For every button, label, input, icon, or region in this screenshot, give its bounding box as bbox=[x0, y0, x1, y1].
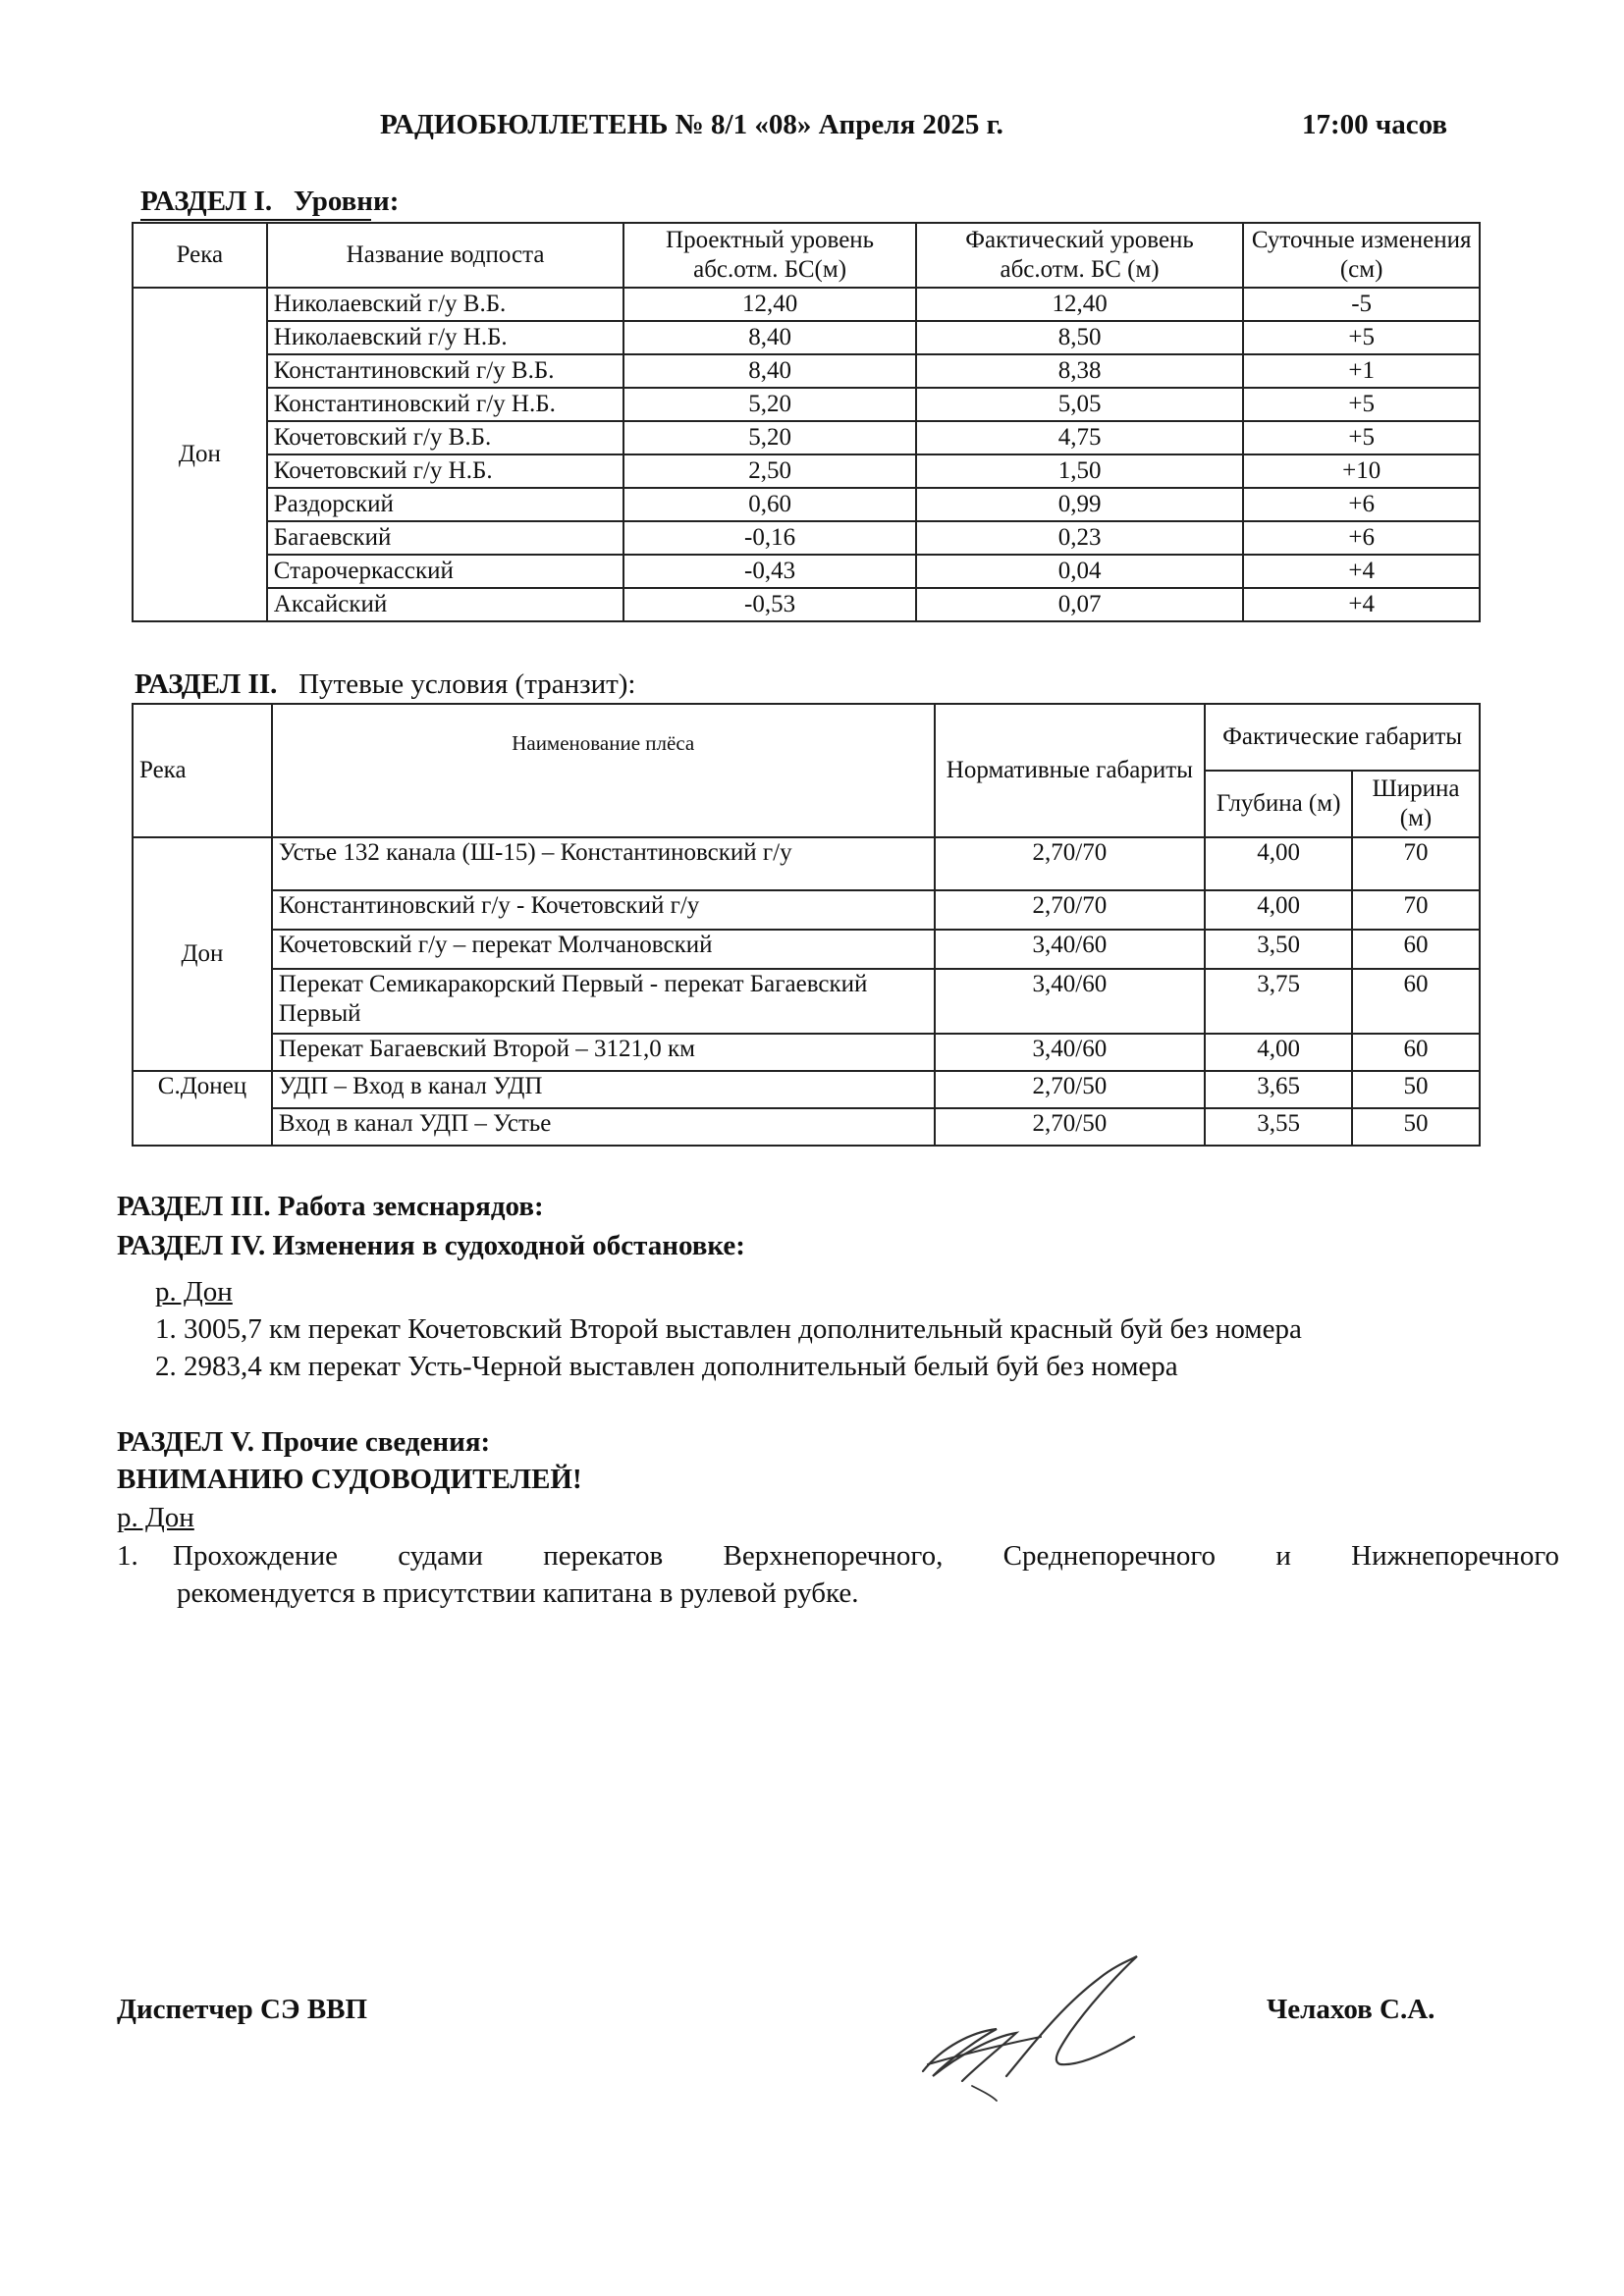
actual-level: 4,75 bbox=[916, 421, 1243, 454]
col-width: Ширина (м) bbox=[1352, 771, 1480, 837]
depth-value: 3,75 bbox=[1205, 969, 1352, 1034]
post-name: Кочетовский г/у В.Б. bbox=[267, 421, 624, 454]
norm-value: 3,40/60 bbox=[935, 1034, 1206, 1071]
list-item: 1. 3005,7 км перекат Кочетовский Второй выставлен дополнительный красный буй без номера bbox=[155, 1313, 1302, 1345]
width-value: 60 bbox=[1352, 969, 1480, 1034]
daily-change: -5 bbox=[1243, 288, 1480, 321]
table-row bbox=[133, 454, 1480, 488]
attention-heading: ВНИМАНИЮ СУДОВОДИТЕЛЕЙ! bbox=[117, 1464, 582, 1495]
table-row bbox=[133, 1108, 1480, 1146]
col-daily-change: Суточные изменения (см) bbox=[1243, 223, 1480, 288]
project-level: -0,43 bbox=[623, 555, 916, 588]
depth-value: 4,00 bbox=[1205, 890, 1352, 930]
table-row bbox=[133, 488, 1480, 521]
actual-level: 8,50 bbox=[916, 321, 1243, 354]
project-level: -0,16 bbox=[623, 521, 916, 555]
reach-name: Кочетовский г/у – перекат Молчановский bbox=[272, 930, 935, 969]
section5-item-line2: рекомендуется в присутствии капитана в рулевой рубке. bbox=[177, 1577, 859, 1609]
col-river: Река bbox=[133, 223, 267, 288]
depth-value: 3,65 bbox=[1205, 1071, 1352, 1108]
section5-river: р. Дон bbox=[117, 1502, 194, 1533]
table-row bbox=[133, 521, 1480, 555]
reach-name: УДП – Вход в канал УДП bbox=[272, 1071, 935, 1108]
depth-value: 4,00 bbox=[1205, 837, 1352, 890]
daily-change: +4 bbox=[1243, 555, 1480, 588]
transit-header-row bbox=[133, 704, 1480, 771]
post-name: Константиновский г/у Н.Б. bbox=[267, 388, 624, 421]
width-value: 60 bbox=[1352, 1034, 1480, 1071]
table-row bbox=[133, 555, 1480, 588]
project-level: 5,20 bbox=[623, 388, 916, 421]
reach-name: Константиновский г/у - Кочетовский г/у bbox=[272, 890, 935, 930]
col-actual-level: Фактический уровень абс.отм. БС (м) bbox=[916, 223, 1243, 288]
daily-change: +5 bbox=[1243, 388, 1480, 421]
post-name: Николаевский г/у Н.Б. bbox=[267, 321, 624, 354]
norm-value: 2,70/70 bbox=[935, 890, 1206, 930]
table-row bbox=[133, 321, 1480, 354]
daily-change: +6 bbox=[1243, 488, 1480, 521]
river-cell: С.Донец bbox=[133, 1071, 272, 1146]
section2-label: РАЗДЕЛ II. bbox=[135, 668, 278, 700]
daily-change: +6 bbox=[1243, 521, 1480, 555]
section5-item-number: 1. bbox=[117, 1540, 138, 1572]
section1-label: РАЗДЕЛ I. bbox=[140, 186, 273, 217]
width-value: 70 bbox=[1352, 837, 1480, 890]
table-row bbox=[133, 969, 1480, 1034]
project-level: 12,40 bbox=[623, 288, 916, 321]
table-row bbox=[133, 354, 1480, 388]
daily-change: +1 bbox=[1243, 354, 1480, 388]
norm-value: 2,70/50 bbox=[935, 1108, 1206, 1146]
post-name: Раздорский bbox=[267, 488, 624, 521]
table-row bbox=[133, 1034, 1480, 1071]
signature-icon bbox=[903, 1939, 1159, 2106]
col-post: Название водпоста bbox=[267, 223, 624, 288]
daily-change: +5 bbox=[1243, 321, 1480, 354]
bulletin-header bbox=[0, 109, 1624, 148]
daily-change: +4 bbox=[1243, 588, 1480, 621]
actual-level: 0,07 bbox=[916, 588, 1243, 621]
norm-value: 3,40/60 bbox=[935, 969, 1206, 1034]
depth-value: 3,50 bbox=[1205, 930, 1352, 969]
section2-heading bbox=[135, 668, 635, 701]
table-row bbox=[133, 837, 1480, 890]
actual-level: 0,23 bbox=[916, 521, 1243, 555]
width-value: 70 bbox=[1352, 890, 1480, 930]
col-actual: Фактические габариты bbox=[1205, 704, 1480, 771]
transit-table bbox=[132, 703, 1481, 1147]
section4-river: р. Дон bbox=[155, 1276, 233, 1308]
dispatcher-position: Диспетчер СЭ ВВП bbox=[117, 1994, 368, 2025]
width-value: 60 bbox=[1352, 930, 1480, 969]
project-level: 8,40 bbox=[623, 321, 916, 354]
daily-change: +10 bbox=[1243, 454, 1480, 488]
section1-heading bbox=[140, 186, 399, 218]
section5-title: РАЗДЕЛ V. Прочие сведения: bbox=[117, 1426, 491, 1458]
section2-name: Путевые условия (транзит): bbox=[298, 668, 636, 700]
actual-level: 8,38 bbox=[916, 354, 1243, 388]
section1-name: Уровни: bbox=[293, 186, 400, 217]
post-name: Кочетовский г/у Н.Б. bbox=[267, 454, 624, 488]
dispatcher-name: Челахов С.А. bbox=[1267, 1994, 1435, 2025]
levels-header-row bbox=[133, 223, 1480, 288]
col-project-level: Проектный уровень абс.отм. БС(м) bbox=[623, 223, 916, 288]
reach-name: Вход в канал УДП – Устье bbox=[272, 1108, 935, 1146]
actual-level: 5,05 bbox=[916, 388, 1243, 421]
list-item: 2. 2983,4 км перекат Усть-Черной выставлен дополнительный белый буй без номера bbox=[155, 1351, 1178, 1382]
width-value: 50 bbox=[1352, 1108, 1480, 1146]
daily-change: +5 bbox=[1243, 421, 1480, 454]
table-row bbox=[133, 1071, 1480, 1108]
actual-level: 12,40 bbox=[916, 288, 1243, 321]
section5-item-line1: Прохождение судами перекатов Верхнепоречного, Среднепоречного и Нижнепоречного bbox=[173, 1540, 1559, 1572]
norm-value: 3,40/60 bbox=[935, 930, 1206, 969]
table-row bbox=[133, 288, 1480, 321]
reach-name: Перекат Семикаракорский Первый - перекат Багаевский Первый bbox=[272, 969, 935, 1034]
project-level: 2,50 bbox=[623, 454, 916, 488]
section3-title: РАЗДЕЛ III. Работа земснарядов: bbox=[117, 1191, 544, 1222]
bulletin-title: РАДИОБЮЛЛЕТЕНЬ № 8/1 «08» Апреля 2025 г. bbox=[380, 109, 1003, 140]
table-row bbox=[133, 890, 1480, 930]
col-norm: Нормативные габариты bbox=[935, 704, 1206, 837]
bulletin-time: 17:00 часов bbox=[1302, 109, 1448, 140]
post-name: Аксайский bbox=[267, 588, 624, 621]
post-name: Николаевский г/у В.Б. bbox=[267, 288, 624, 321]
post-name: Старочеркасский bbox=[267, 555, 624, 588]
project-level: 8,40 bbox=[623, 354, 916, 388]
reach-name: Устье 132 канала (Ш-15) – Константиновский г/у bbox=[272, 837, 935, 890]
post-name: Багаевский bbox=[267, 521, 624, 555]
project-level: 5,20 bbox=[623, 421, 916, 454]
actual-level: 0,04 bbox=[916, 555, 1243, 588]
reach-name: Перекат Багаевский Второй – 3121,0 км bbox=[272, 1034, 935, 1071]
depth-value: 4,00 bbox=[1205, 1034, 1352, 1071]
section1-underline bbox=[140, 219, 371, 221]
table-row bbox=[133, 388, 1480, 421]
levels-table bbox=[132, 222, 1481, 622]
actual-level: 1,50 bbox=[916, 454, 1243, 488]
width-value: 50 bbox=[1352, 1071, 1480, 1108]
river-cell: Дон bbox=[133, 288, 267, 621]
norm-value: 2,70/50 bbox=[935, 1071, 1206, 1108]
project-level: -0,53 bbox=[623, 588, 916, 621]
project-level: 0,60 bbox=[623, 488, 916, 521]
section4-title: РАЗДЕЛ IV. Изменения в судоходной обстановке: bbox=[117, 1230, 745, 1261]
col-reach: Наименование плёса bbox=[272, 704, 935, 837]
norm-value: 2,70/70 bbox=[935, 837, 1206, 890]
col-depth: Глубина (м) bbox=[1205, 771, 1352, 837]
river-cell: Дон bbox=[133, 837, 272, 1071]
post-name: Константиновский г/у В.Б. bbox=[267, 354, 624, 388]
table-row bbox=[133, 588, 1480, 621]
actual-level: 0,99 bbox=[916, 488, 1243, 521]
table-row bbox=[133, 930, 1480, 969]
table-row bbox=[133, 421, 1480, 454]
depth-value: 3,55 bbox=[1205, 1108, 1352, 1146]
col-river: Река bbox=[133, 704, 272, 837]
